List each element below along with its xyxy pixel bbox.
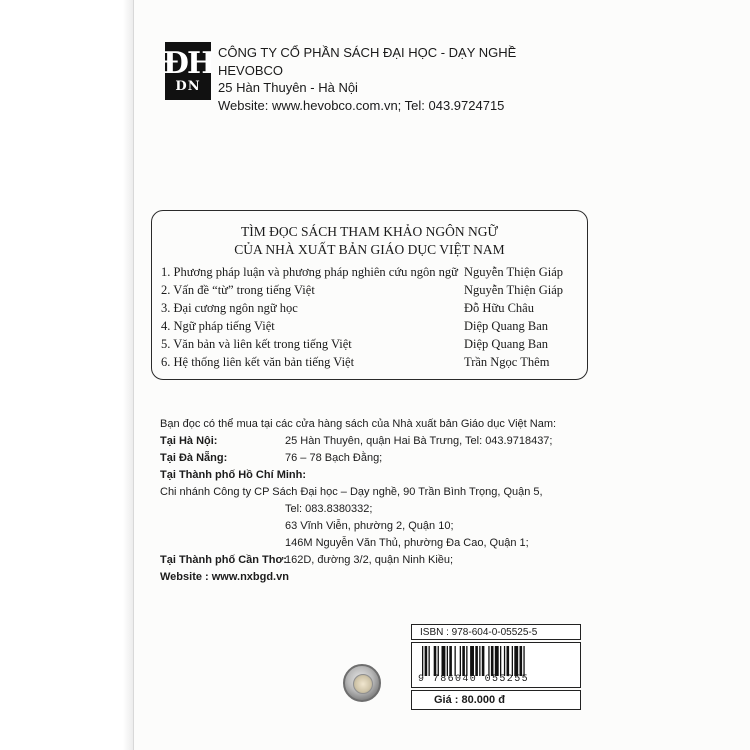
barcode-bar xyxy=(495,646,499,676)
barcode-bar xyxy=(434,646,437,676)
barcode-bar xyxy=(488,646,489,676)
barcode-bar xyxy=(475,646,478,676)
barcode-bar xyxy=(447,646,448,676)
reference-title-line1: TÌM ĐỌC SÁCH THAM KHẢO NGÔN NGỮ xyxy=(241,224,498,239)
logo-bottom-text: DN xyxy=(175,79,201,94)
list-item xyxy=(161,283,579,301)
barcode xyxy=(411,642,581,688)
hologram-seal-icon xyxy=(343,664,381,702)
barcode-bar xyxy=(520,646,523,676)
spine-shadow xyxy=(123,0,133,750)
barcode-bars xyxy=(420,646,574,676)
barcode-bar xyxy=(491,646,494,676)
book-author: Diệp Quang Ban xyxy=(464,319,549,333)
barcode-bar xyxy=(449,646,452,676)
hcm-branch: Chi nhánh Công ty CP Sách Đại học – Dạy nghề, 90 Trần Bình Trọng, Quận 5, xyxy=(160,486,543,498)
danang-address: 76 – 78 Bạch Đằng; xyxy=(285,452,383,464)
publisher-short-name: HEVOBCO xyxy=(218,62,284,78)
book-author: Nguyễn Thiện Giáp xyxy=(464,265,564,279)
list-item xyxy=(161,319,579,337)
list-item xyxy=(161,337,579,355)
publisher-logo xyxy=(162,42,214,100)
list-item xyxy=(161,265,579,283)
barcode-bar xyxy=(455,646,456,676)
hcm-address-2: 63 Vĩnh Viễn, phường 2, Quận 10; xyxy=(285,520,454,532)
barcode-bar xyxy=(504,646,505,676)
barcode-bar xyxy=(482,646,485,676)
hanoi-label: Tại Hà Nội: xyxy=(160,435,218,447)
publisher-info xyxy=(218,44,638,114)
reference-title-line2: CỦA NHÀ XUẤT BẢN GIÁO DỤC VIỆT NAM xyxy=(234,242,505,257)
barcode-bar xyxy=(470,646,474,676)
barcode-bar xyxy=(438,646,439,676)
barcode-bar xyxy=(466,646,467,676)
hcm-address-3: 146M Nguyễn Văn Thủ, phường Đa Cao, Quận 1; xyxy=(285,537,529,549)
book-title: 1. Phương pháp luận và phương pháp nghiên cứu ngôn ngữ xyxy=(161,265,458,279)
stores-intro: Bạn đọc có thể mua tại các cửa hàng sách của Nhà xuất bản Giáo dục Việt Nam: xyxy=(160,418,557,430)
cantho-address: 162D, đường 3/2, quận Ninh Kiều; xyxy=(285,554,454,566)
book-author: Diệp Quang Ban xyxy=(464,337,549,351)
book-title: 4. Ngữ pháp tiếng Việt xyxy=(161,319,275,333)
hcm-tel: Tel: 083.8380332; xyxy=(285,503,373,515)
reference-books-box xyxy=(151,210,588,380)
barcode-bar xyxy=(422,646,423,676)
book-title: 3. Đại cương ngôn ngữ học xyxy=(161,301,298,315)
barcode-bar xyxy=(514,646,518,676)
danang-label: Tại Đà Nẵng: xyxy=(160,452,228,464)
barcode-bar xyxy=(462,646,465,676)
book-author: Nguyễn Thiện Giáp xyxy=(464,283,564,297)
book-title: 6. Hệ thống liên kết văn bản tiếng Việt xyxy=(161,355,355,369)
publisher-name: CÔNG TY CỔ PHẦN SÁCH ĐẠI HỌC - DẠY NGHỀ xyxy=(218,45,517,60)
barcode-bar xyxy=(442,646,446,676)
barcode-bar xyxy=(429,646,430,676)
hcm-label: Tại Thành phố Hồ Chí Minh: xyxy=(160,469,307,481)
isbn-label: ISBN : 978-604-0-05525-5 xyxy=(411,624,581,640)
book-author: Đỗ Hữu Châu xyxy=(464,301,534,315)
publisher-contact: Website: www.hevobco.com.vn; Tel: 043.9724715 xyxy=(218,97,505,113)
barcode-bar xyxy=(425,646,428,676)
barcode-bar xyxy=(523,646,524,676)
book-author: Trần Ngọc Thêm xyxy=(464,355,550,369)
price: Giá : 80.000 đ xyxy=(411,690,581,710)
logo-top-text: ĐH xyxy=(162,46,214,81)
barcode-bar xyxy=(479,646,480,676)
publisher-address: 25 Hàn Thuyên - Hà Nội xyxy=(218,80,358,95)
hanoi-address: 25 Hàn Thuyên, quận Hai Bà Trưng, Tel: 043.9718437; xyxy=(285,435,553,447)
barcode-bar xyxy=(512,646,513,676)
list-item xyxy=(161,301,579,319)
cantho-label: Tại Thành phố Cần Thơ: xyxy=(160,554,287,566)
book-title: 5. Văn bản và liên kết trong tiếng Việt xyxy=(161,337,352,351)
barcode-bar xyxy=(507,646,510,676)
book-title: 2. Vấn đề “từ” trong tiếng Việt xyxy=(161,283,315,297)
barcode-bar xyxy=(500,646,501,676)
list-item xyxy=(161,355,579,373)
barcode-bar xyxy=(460,646,461,676)
website: Website : www.nxbgd.vn xyxy=(160,571,289,583)
barcode-digits: 9 786040 055255 xyxy=(418,674,530,685)
